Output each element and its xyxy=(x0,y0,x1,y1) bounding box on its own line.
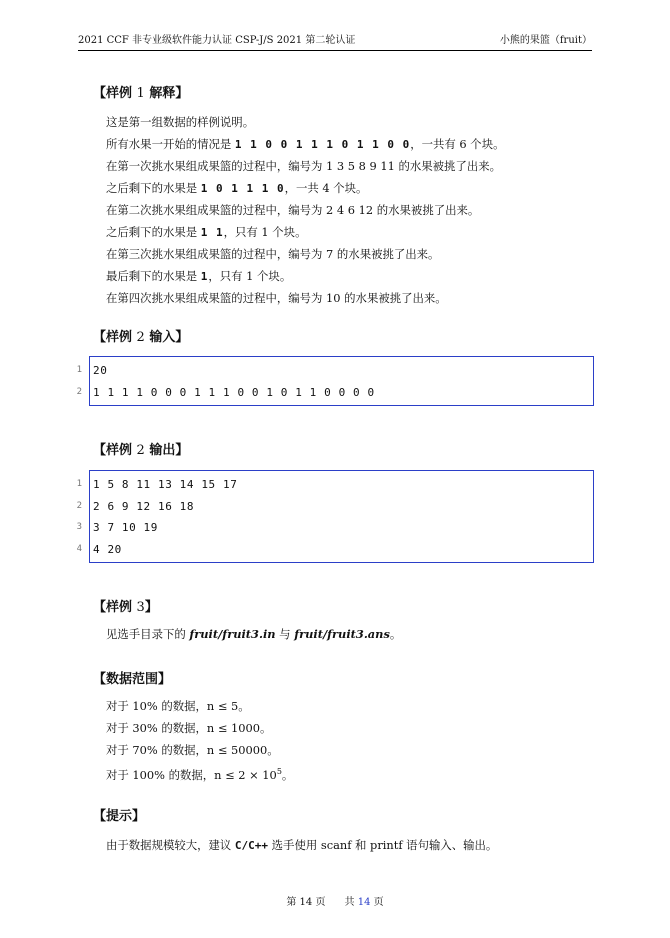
explain1-body xyxy=(106,111,596,309)
range-line: 对于 10% 的数据，n ≤ 5。 xyxy=(106,699,250,713)
code-line xyxy=(76,360,593,382)
explain1-line: 之后剩下的水果是 1 1，只有 1 个块。 xyxy=(106,225,307,239)
output2-title: 【样例 2 输出】 xyxy=(93,443,189,458)
header-left: 2021 CCF 非专业级软件能力认证 CSP-J/S 2021 第二轮认证 xyxy=(78,35,356,46)
line-number: 2 xyxy=(76,500,82,511)
explain1-line: 最后剩下的水果是 1，只有 1 个块。 xyxy=(106,269,292,283)
code-text: 2 6 9 12 16 18 xyxy=(93,499,195,513)
code-text: 4 20 xyxy=(93,542,122,556)
code-line xyxy=(76,474,593,496)
page-total: 共 14 页 xyxy=(344,897,384,908)
page-number: 第 14 页 xyxy=(286,897,326,908)
explain1-line: 这是第一组数据的样例说明。 xyxy=(106,115,255,129)
explain1-line: 所有水果一开始的情况是 1 1 0 0 1 1 1 0 1 1 0 0，一共有 6 个块。 xyxy=(106,137,505,151)
input2-codebox xyxy=(76,356,594,406)
line-number: 4 xyxy=(76,543,82,554)
line-number: 2 xyxy=(76,386,82,397)
code-line xyxy=(76,517,593,539)
range-line: 对于 30% 的数据，n ≤ 1000。 xyxy=(106,721,272,735)
input2-title: 【样例 2 输入】 xyxy=(93,330,189,345)
explain1-line: 在第一次挑水果组成果篮的过程中，编号为 1 3 5 8 9 11 的水果被挑了出来。 xyxy=(106,159,502,173)
code-text: 3 7 10 19 xyxy=(93,521,159,534)
code-line xyxy=(76,539,593,561)
line-number: 3 xyxy=(76,522,82,532)
hint-body: 由于数据规模较大，建议 C/C++ 选手使用 scanf 和 printf 语句输入、输出。 xyxy=(106,838,498,852)
explain1-line: 在第四次挑水果组成果篮的过程中，编号为 10 的水果被挑了出来。 xyxy=(106,291,447,305)
hint-title: 【提示】 xyxy=(93,809,146,824)
header-right: 小熊的果篮（fruit） xyxy=(499,35,592,46)
sample3-title: 【样例 3】 xyxy=(93,600,158,615)
code-line xyxy=(76,382,593,404)
code-text: 1 1 1 1 0 0 0 1 1 1 0 0 1 0 1 1 0 0 0 0 xyxy=(93,385,375,399)
explain1-line: 在第二次挑水果组成果篮的过程中，编号为 2 4 6 12 的水果被挑了出来。 xyxy=(106,203,480,217)
file-name: fruit/fruit3.ans xyxy=(294,627,390,641)
range-body xyxy=(106,695,596,783)
page-footer xyxy=(0,893,670,908)
code-line xyxy=(76,496,593,518)
output2-codebox xyxy=(76,470,594,563)
file-name: fruit/fruit3.in xyxy=(189,627,276,641)
page-header xyxy=(78,34,592,51)
explain1-line: 之后剩下的水果是 1 0 1 1 1 0，一共 4 个块。 xyxy=(106,181,368,195)
range-line: 对于 100% 的数据，$n \le 2 \times 10^5$。 xyxy=(106,767,294,782)
sample3-body: 见选手目录下的 fruit/fruit3.in 与 fruit/fruit3.ans。 xyxy=(106,627,402,641)
code-text: 20 xyxy=(93,364,108,377)
code-text: 1 5 8 11 13 14 15 17 xyxy=(93,478,238,491)
explain1-line: 在第三次挑水果组成果篮的过程中，编号为 7 的水果被挑了出来。 xyxy=(106,247,440,261)
line-number: 1 xyxy=(76,479,82,489)
range-title: 【数据范围】 xyxy=(93,672,172,687)
explain1-title: 【样例 1 解释】 xyxy=(93,86,189,101)
range-line: 对于 70% 的数据，n ≤ 50000。 xyxy=(106,743,279,757)
line-number: 1 xyxy=(76,365,82,375)
